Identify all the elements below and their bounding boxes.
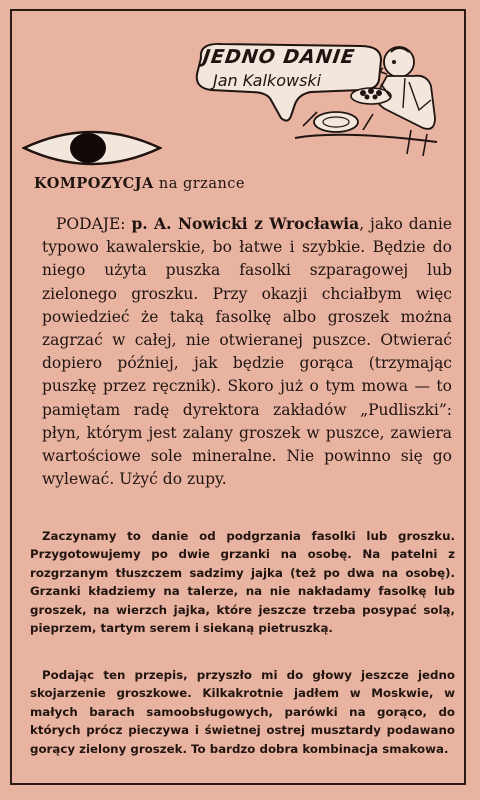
column-header bbox=[191, 38, 441, 158]
lead-paragraph bbox=[42, 212, 452, 491]
column-title: JEDNO DANIE bbox=[201, 46, 357, 68]
closing-paragraph: Podając ten przepis, przyszło mi do głowy jeszcze jedno skojarzenie groszkowe. Kilkakrotnie jadłem w Moskwie, w małych barach samoobsługowych, parówki na gorąco, do których prócz pieczywa i świetnej ostrej musztardy podawano gorący zielony groszek. To bardzo dobra kombinacja smakowa. bbox=[30, 668, 455, 756]
lead-label: PODAJE: bbox=[56, 215, 132, 233]
article-title-bold: KOMPOZYCJA bbox=[34, 175, 154, 192]
article-title bbox=[34, 175, 245, 192]
lead-author: p. A. Nowicki z Wrocławia bbox=[131, 214, 360, 233]
lead-text: , jako danie typowo kawalerskie, bo łatwe i szybkie. Będzie do niego użyta puszka fasolki szparagowej lub zielonego groszku. Przy okazji chciałbym więc powiedzieć że taką fasolkę albo groszek można zagrzać w całej, nie otwieranej puszce. Otwierać dopiero później, jak będzie gorąca (trzymając puszkę przez ręcznik). Skoro już o tym mowa — to pamiętam radę dyrektora zakładów „Pudliszki”: płyn, którym jest zalany groszek w puszce, zawiera wartościowe sole mineralne. Nie powinno się go wylewać. Użyć do zupy. bbox=[42, 215, 453, 489]
article-title-rest: na grzance bbox=[153, 176, 246, 192]
column-author: Jan Kalkowski bbox=[213, 71, 322, 90]
recipe-paragraph: Zaczynamy to danie od podgrzania fasolki lub groszku. Przygotowujemy po dwie grzanki na osobę. Na patelni z rozgrzanym tłuszczem sadzimy jajka (też po dwa na osobę). Grzanki kładziemy na talerze, na nie nakładamy fasolkę lub groszek, na wierzch jajka, które jeszcze trzeba posypać solą, pieprzem, tartym serem i siekaną pietruszką. bbox=[30, 529, 455, 636]
eye-icon bbox=[22, 128, 162, 168]
